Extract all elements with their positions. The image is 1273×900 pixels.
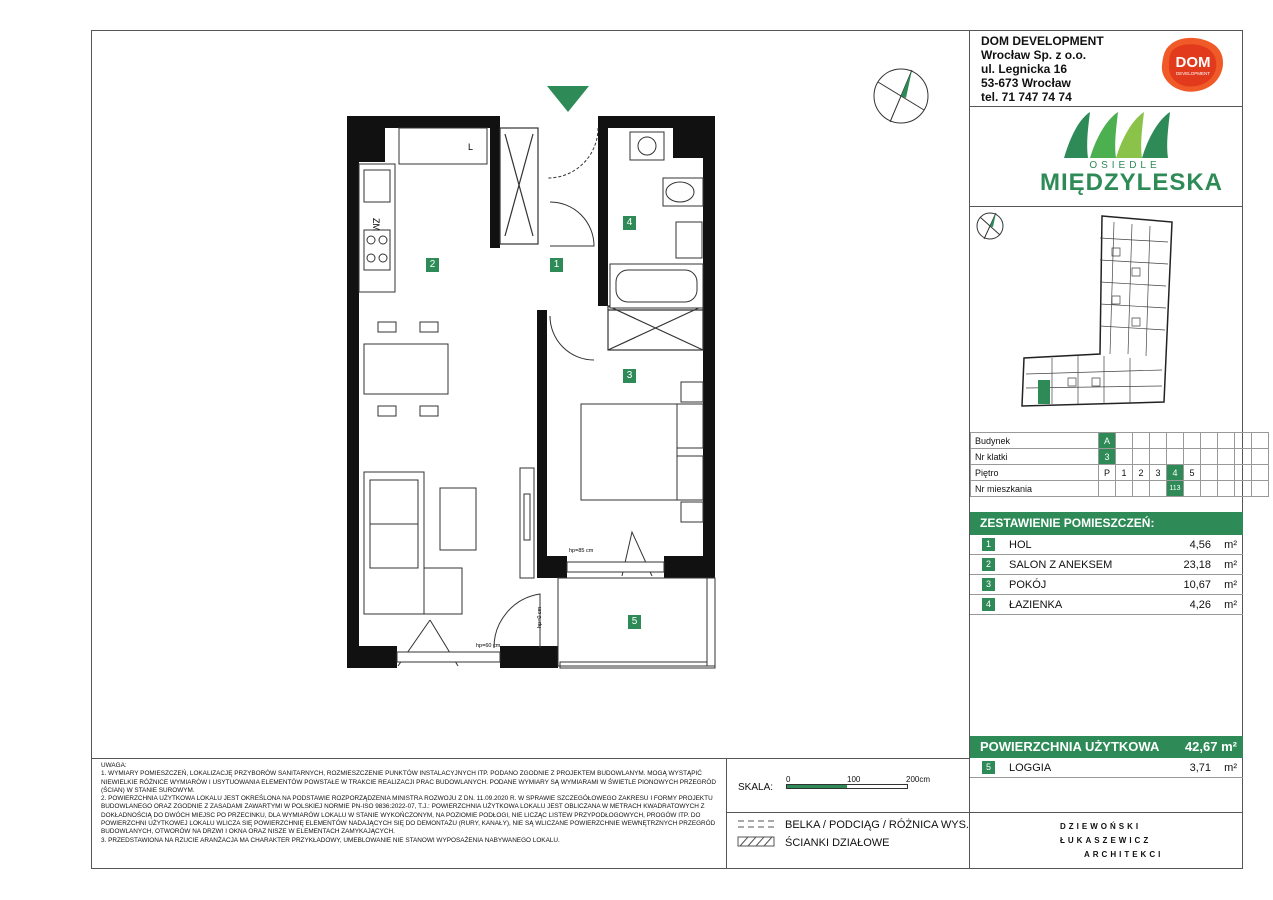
brand-osiedle: OSIEDLE [1089, 160, 1161, 171]
separator [970, 812, 1243, 813]
room-area: 4,56 [1189, 539, 1211, 551]
room-unit: m² [1224, 579, 1237, 591]
architect-line2: ŁUKASZEWICZ [1060, 836, 1152, 845]
room-number: 2 [982, 558, 995, 571]
room-row [970, 555, 1243, 575]
room-area: 10,67 [1183, 579, 1211, 591]
loggia-row [970, 758, 1243, 778]
notes-block [101, 762, 721, 845]
room-row [970, 535, 1243, 555]
pietro-label: Piętro [971, 465, 1099, 481]
separator [970, 106, 1243, 107]
room-name: ŁAZIENKA [1009, 599, 1063, 611]
notes-title: UWAGA: [101, 762, 127, 769]
room-row [970, 575, 1243, 595]
compass-icon [872, 67, 930, 125]
svg-text:hp=60 cm: hp=60 cm [476, 643, 501, 649]
room-name: HOL [1009, 539, 1032, 551]
floor-plan [340, 80, 720, 680]
note-item: 2. POWIERZCHNIA UŻYTKOWA LOKALU JEST OKREŚLONA NA PODSTAWIE ROZPORZĄDZENIA MINISTRA ROZWOJU Z DN. 11.09.2020 R. W SPRAWIE SZCZEGÓŁOWEGO ZAKRESU I FORMY PROJEKTU BUDOWLANEGO ORAZ ZGODNIE Z ZASADAMI ZAWARTYMI W POLSKIEJ NORMIE PN-ISO 9836:2022-07, T.J.: POWIERZCHNIA UŻYTKOWA LOKALU JEST OBLICZANA W METRACH KWADRATOWYCH Z DOKŁADNOŚCIĄ DO DWÓCH MIEJSC PO PRZECINKU, DLA WYMIARÓW LOKALU W STANIE WYKOŃCZONYM, NA POZIOMIE PODŁOGI, NIE LICZĄC LISTEW PRZYPODŁOGOWYCH, PROGÓW ITP. DO POWIERZCHNI UŻYTKOWEJ LOKALU WLICZA SIĘ POWIERZCHNIĘ ELEMENTÓW NADAJĄCYCH SIĘ DO DEMONTAŻU (RURY, KANAŁY), NIE SĄ WLICZANE POWIERZCHNIE WEWNĘTRZNYCH PRZEGRÓD BUDOWLANYCH, OTWORÓW NA DRZWI I OKNA ORAZ NISZE W ELEMENTACH ZAMYKAJĄCYCH. [101, 795, 716, 836]
svg-text:hp=0 cm: hp=0 cm [537, 606, 543, 628]
floor-cell: 3 [1150, 465, 1167, 481]
budynek-label: Budynek [971, 433, 1099, 449]
brand-logo [1040, 108, 1224, 203]
company-street: ul. Legnicka 16 [981, 62, 1068, 76]
room-name: POKÓJ [1009, 579, 1047, 591]
klatka-value: 3 [1099, 449, 1116, 465]
room-number: 4 [982, 598, 995, 611]
usable-area-label: POWIERZCHNIA UŻYTKOWA [980, 739, 1160, 754]
room-row [970, 595, 1243, 615]
room-number: 5 [982, 761, 995, 774]
legend-divider [726, 812, 970, 813]
room-area: 3,71 [1189, 762, 1211, 774]
scale-tick-100: 100 [847, 775, 861, 784]
usable-area-bar [970, 736, 1243, 758]
summary-header: ZESTAWIENIE POMIESZCZEŃ: [970, 512, 1243, 535]
separator [970, 206, 1243, 207]
scale-bar [786, 784, 908, 789]
notes-vertical-divider [726, 758, 727, 869]
company-city: 53-673 Wrocław [981, 76, 1071, 90]
notes-divider [91, 758, 970, 759]
room-number: 3 [982, 578, 995, 591]
mieszkanie-label: Nr mieszkania [971, 481, 1099, 497]
scale-tick-200: 200cm [906, 775, 931, 784]
scale-label: SKALA: [738, 782, 774, 793]
architect-line1: DZIEWOŃSKI [1060, 822, 1142, 831]
floor-cell: P [1099, 465, 1116, 481]
room-label-3: 3 [623, 369, 636, 383]
company-phone: tel. 71 747 74 74 [981, 90, 1072, 104]
room-number: 1 [982, 538, 995, 551]
company-address [981, 34, 1104, 104]
room-label-1: 1 [550, 258, 563, 272]
company-line2: Wrocław Sp. z o.o. [981, 48, 1087, 62]
room-label-2: 2 [426, 258, 439, 272]
usable-area-value: 42,67 m² [1184, 739, 1237, 754]
room-unit: m² [1224, 539, 1237, 551]
entrance-arrow-icon [547, 86, 589, 112]
floor-cell: 5 [1184, 465, 1201, 481]
legend-beam: BELKA / PODCIĄG / RÓŻNICA WYS. [785, 819, 969, 831]
svg-text:ZM: ZM [371, 218, 381, 231]
room-area: 23,18 [1183, 559, 1211, 571]
klatka-label: Nr klatki [971, 449, 1099, 465]
svg-text:DEVELOPMENT: DEVELOPMENT [1175, 71, 1211, 76]
room-area: 4,26 [1189, 599, 1211, 611]
room-unit: m² [1224, 559, 1237, 571]
legend-walls: ŚCIANKI DZIAŁOWE [785, 837, 890, 849]
mieszkanie-value: 113 [1167, 481, 1184, 497]
note-item: 3. PRZEDSTAWIONA NA RZUCIE ARANŻACJA MA CHARAKTER PRZYKŁADOWY, UMEBLOWANIE NIE STANOWI WYPOSAŻENIA NABYWANEGO LOKALU. [101, 836, 560, 844]
brand-mark-icon [1060, 108, 1190, 160]
svg-text:DOM: DOM [1175, 54, 1211, 71]
legend-swatches [736, 818, 776, 848]
room-unit: m² [1224, 762, 1237, 774]
company-name: DOM DEVELOPMENT [981, 34, 1104, 48]
scale-tick-0: 0 [786, 775, 791, 784]
floor-cell-selected: 4 [1167, 465, 1184, 481]
note-item: 1. WYMIARY POMIESZCZEŃ, LOKALIZACJĘ PRZYBORÓW SANITARNYCH, ROZMIESZCZENIE PUNKTÓW INSTALACYJNYCH ITP. PODANO ZGODNIE Z PROJEKTEM BUDOWLANYM. MOGĄ WYSTĄPIĆ NIEWIELKIE RÓŻNICE WYMIARÓW I USYTUOWANIA ELEMENTÓW POWSTAŁE W TRAKCIE REALIZACJI PRAC BUDOWLANYCH. PODANE WYMIARY SĄ WYMIARAMI W ŚWIETLE PIONOWYCH PRZEGRÓD (ŚCIAN) W STANIE SUROWYM. [101, 770, 716, 794]
budynek-value: A [1099, 433, 1116, 449]
architect-logo [1060, 820, 1163, 862]
floor-cell: 2 [1133, 465, 1150, 481]
room-unit: m² [1224, 599, 1237, 611]
room-label-4: 4 [623, 216, 636, 230]
dom-development-logo [1160, 37, 1226, 93]
svg-text:hp=85 cm: hp=85 cm [569, 548, 594, 554]
room-name: LOGGIA [1009, 762, 1052, 774]
building-key-plan [972, 208, 1240, 430]
architect-line3: ARCHITEKCI [1084, 850, 1164, 859]
apartment-info-table [970, 432, 1269, 497]
floor-cell: 1 [1116, 465, 1133, 481]
room-name: SALON Z ANEKSEM [1009, 559, 1113, 571]
brand-name: MIĘDZYLESKA [1040, 169, 1224, 196]
svg-text:L: L [468, 142, 474, 152]
room-label-5: 5 [628, 615, 641, 629]
